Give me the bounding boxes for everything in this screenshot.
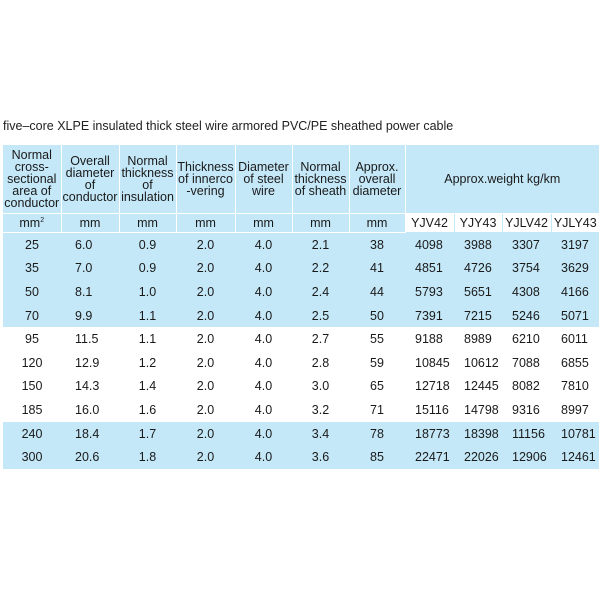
subheader-yjv42: YJV42 (405, 214, 454, 233)
cell-weight-yjy43: 10612 (454, 351, 502, 375)
cell-conductor-diameter: 6.0 (61, 233, 119, 257)
cell-sheath-thickness: 2.7 (292, 327, 349, 351)
subheader-yjlv42: YJLV42 (502, 214, 551, 233)
header-steel-wire-diameter: Diameter of steel wire (235, 145, 292, 214)
unit-superscript: 2 (40, 217, 45, 224)
cell-weight-yjlv42: 5246 (502, 304, 551, 328)
cell-weight-yjv42: 9188 (405, 327, 454, 351)
cell-sheath-thickness: 2.1 (292, 233, 349, 257)
table-row (3, 351, 599, 375)
cell-overall-diameter: 41 (349, 257, 405, 281)
cell-overall-diameter: 78 (349, 422, 405, 446)
cell-cross-section: 120 (3, 351, 61, 375)
cell-sheath-thickness: 2.4 (292, 280, 349, 304)
cell-weight-yjlv42: 6210 (502, 327, 551, 351)
header-innercovering-thickness: Thickness of innerco -vering (176, 145, 235, 214)
cell-innercovering-thickness: 2.0 (176, 422, 235, 446)
cell-weight-yjy43: 4726 (454, 257, 502, 281)
cell-conductor-diameter: 12.9 (61, 351, 119, 375)
cell-weight-yjly43: 3629 (551, 257, 599, 281)
cell-cross-section: 70 (3, 304, 61, 328)
table-row (3, 445, 599, 469)
cell-innercovering-thickness: 2.0 (176, 327, 235, 351)
cell-steel-wire-diameter: 4.0 (235, 233, 292, 257)
cell-weight-yjy43: 12445 (454, 375, 502, 399)
cell-weight-yjly43: 6855 (551, 351, 599, 375)
table-row (3, 233, 599, 257)
cell-insulation-thickness: 1.0 (119, 280, 176, 304)
header-approx-weight: Approx.weight kg/km (405, 145, 599, 214)
cell-innercovering-thickness: 2.0 (176, 257, 235, 281)
cell-steel-wire-diameter: 4.0 (235, 257, 292, 281)
cable-spec-table (3, 145, 599, 469)
cell-sheath-thickness: 3.6 (292, 445, 349, 469)
cell-weight-yjv42: 10845 (405, 351, 454, 375)
cell-insulation-thickness: 1.4 (119, 375, 176, 399)
cell-weight-yjlv42: 11156 (502, 422, 551, 446)
cell-weight-yjly43: 3197 (551, 233, 599, 257)
unit-overall-diameter-conductor: mm (61, 214, 119, 233)
cell-steel-wire-diameter: 4.0 (235, 327, 292, 351)
table-header (3, 145, 599, 233)
header-row-labels (3, 145, 599, 214)
cell-insulation-thickness: 1.6 (119, 398, 176, 422)
cell-conductor-diameter: 18.4 (61, 422, 119, 446)
cell-weight-yjy43: 18398 (454, 422, 502, 446)
cell-cross-section: 95 (3, 327, 61, 351)
cell-weight-yjlv42: 3307 (502, 233, 551, 257)
cell-conductor-diameter: 16.0 (61, 398, 119, 422)
cell-steel-wire-diameter: 4.0 (235, 445, 292, 469)
cell-conductor-diameter: 20.6 (61, 445, 119, 469)
cell-weight-yjy43: 3988 (454, 233, 502, 257)
cell-overall-diameter: 85 (349, 445, 405, 469)
unit-innercovering-thickness: mm (176, 214, 235, 233)
cell-weight-yjlv42: 7088 (502, 351, 551, 375)
cell-sheath-thickness: 2.2 (292, 257, 349, 281)
cell-insulation-thickness: 1.1 (119, 327, 176, 351)
table-body (3, 233, 599, 469)
table-row (3, 422, 599, 446)
cell-sheath-thickness: 3.4 (292, 422, 349, 446)
cell-insulation-thickness: 1.1 (119, 304, 176, 328)
cell-weight-yjlv42: 4308 (502, 280, 551, 304)
header-insulation-thickness: Normal thickness of insulation (119, 145, 176, 214)
cell-weight-yjly43: 6011 (551, 327, 599, 351)
cell-weight-yjv42: 18773 (405, 422, 454, 446)
cell-innercovering-thickness: 2.0 (176, 398, 235, 422)
unit-sheath-thickness: mm (292, 214, 349, 233)
cell-weight-yjly43: 4166 (551, 280, 599, 304)
unit-text: mm (19, 216, 41, 230)
cell-overall-diameter: 59 (349, 351, 405, 375)
table-row (3, 398, 599, 422)
cell-weight-yjlv42: 12906 (502, 445, 551, 469)
table-row (3, 304, 599, 328)
table-row (3, 375, 599, 399)
cell-conductor-diameter: 8.1 (61, 280, 119, 304)
cell-weight-yjlv42: 9316 (502, 398, 551, 422)
table-row (3, 257, 599, 281)
cell-innercovering-thickness: 2.0 (176, 280, 235, 304)
subheader-yjly43: YJLY43 (551, 214, 599, 233)
cell-weight-yjy43: 5651 (454, 280, 502, 304)
cell-steel-wire-diameter: 4.0 (235, 351, 292, 375)
cell-conductor-diameter: 9.9 (61, 304, 119, 328)
cell-insulation-thickness: 1.2 (119, 351, 176, 375)
cell-weight-yjly43: 7810 (551, 375, 599, 399)
unit-overall-diameter: mm (349, 214, 405, 233)
header-sheath-thickness: Normal thickness of sheath (292, 145, 349, 214)
unit-cross-sectional-area (3, 214, 61, 233)
cell-steel-wire-diameter: 4.0 (235, 422, 292, 446)
cell-cross-section: 35 (3, 257, 61, 281)
table-row (3, 327, 599, 351)
cell-innercovering-thickness: 2.0 (176, 304, 235, 328)
cell-steel-wire-diameter: 4.0 (235, 280, 292, 304)
unit-steel-wire-diameter: mm (235, 214, 292, 233)
cell-weight-yjly43: 10781 (551, 422, 599, 446)
document-title: five–core XLPE insulated thick steel wire armored PVC/PE sheathed power cable (3, 119, 454, 133)
cell-cross-section: 150 (3, 375, 61, 399)
cell-overall-diameter: 44 (349, 280, 405, 304)
cell-steel-wire-diameter: 4.0 (235, 398, 292, 422)
cell-cross-section: 300 (3, 445, 61, 469)
header-cross-sectional-area: Normal cross-sectional area of conductor (3, 145, 61, 214)
cell-sheath-thickness: 3.2 (292, 398, 349, 422)
cell-cross-section: 50 (3, 280, 61, 304)
cell-overall-diameter: 71 (349, 398, 405, 422)
cell-insulation-thickness: 1.8 (119, 445, 176, 469)
cell-weight-yjv42: 7391 (405, 304, 454, 328)
cell-insulation-thickness: 0.9 (119, 233, 176, 257)
cell-weight-yjv42: 4098 (405, 233, 454, 257)
cell-innercovering-thickness: 2.0 (176, 375, 235, 399)
cell-innercovering-thickness: 2.0 (176, 445, 235, 469)
cell-weight-yjly43: 5071 (551, 304, 599, 328)
table-row (3, 280, 599, 304)
cell-weight-yjy43: 22026 (454, 445, 502, 469)
cell-conductor-diameter: 14.3 (61, 375, 119, 399)
cell-overall-diameter: 38 (349, 233, 405, 257)
cell-steel-wire-diameter: 4.0 (235, 375, 292, 399)
cell-cross-section: 240 (3, 422, 61, 446)
cell-steel-wire-diameter: 4.0 (235, 304, 292, 328)
cell-weight-yjly43: 8997 (551, 398, 599, 422)
cell-weight-yjy43: 14798 (454, 398, 502, 422)
cell-overall-diameter: 65 (349, 375, 405, 399)
cell-sheath-thickness: 3.0 (292, 375, 349, 399)
unit-insulation-thickness: mm (119, 214, 176, 233)
cell-weight-yjy43: 8989 (454, 327, 502, 351)
cell-weight-yjlv42: 3754 (502, 257, 551, 281)
cell-innercovering-thickness: 2.0 (176, 351, 235, 375)
cell-sheath-thickness: 2.5 (292, 304, 349, 328)
cell-weight-yjv42: 15116 (405, 398, 454, 422)
cell-conductor-diameter: 7.0 (61, 257, 119, 281)
cell-overall-diameter: 55 (349, 327, 405, 351)
cell-weight-yjy43: 7215 (454, 304, 502, 328)
cell-overall-diameter: 50 (349, 304, 405, 328)
header-overall-diameter-conductor: Overall diameter of conductor (61, 145, 119, 214)
cell-weight-yjlv42: 8082 (502, 375, 551, 399)
subheader-yjy43: YJY43 (454, 214, 502, 233)
cell-sheath-thickness: 2.8 (292, 351, 349, 375)
cell-cross-section: 25 (3, 233, 61, 257)
cell-insulation-thickness: 0.9 (119, 257, 176, 281)
cell-insulation-thickness: 1.7 (119, 422, 176, 446)
cell-weight-yjv42: 12718 (405, 375, 454, 399)
cell-cross-section: 185 (3, 398, 61, 422)
header-row-units (3, 214, 599, 233)
header-overall-diameter: Approx. overall diameter (349, 145, 405, 214)
cell-weight-yjv42: 5793 (405, 280, 454, 304)
cell-weight-yjv42: 4851 (405, 257, 454, 281)
cell-innercovering-thickness: 2.0 (176, 233, 235, 257)
cell-conductor-diameter: 11.5 (61, 327, 119, 351)
cell-weight-yjly43: 12461 (551, 445, 599, 469)
cell-weight-yjv42: 22471 (405, 445, 454, 469)
